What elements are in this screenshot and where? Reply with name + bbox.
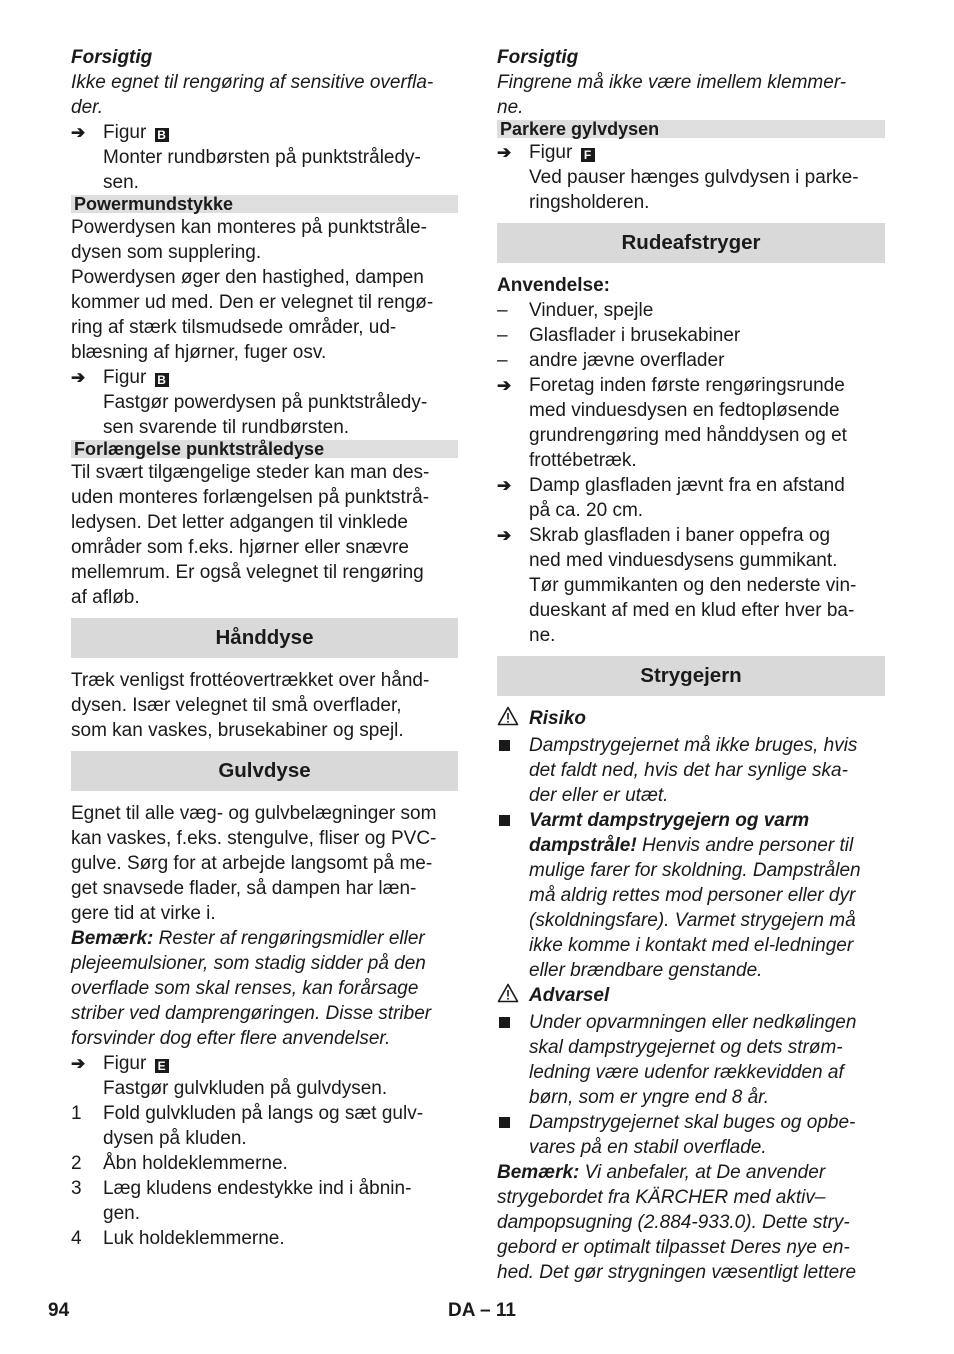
dash-bullet: – [497,350,508,371]
body-line: ledysen. Det letter adgangen til vinklede [71,512,408,533]
figure-label: Figur [103,367,147,388]
step-number: 1 [71,1103,82,1124]
note-line: strygebordet fra KÄRCHER med aktiv– [497,1187,826,1208]
body-line: Powerdysen kan monteres på punktstråle- [71,217,427,238]
caution-line: Fingrene må ikke være imellem klemmer- [497,72,847,93]
body-line: af afløb. [71,587,140,608]
list-item [71,1151,458,1176]
square-bullet-icon [499,740,510,751]
note-text: Rester af rengøringsmidler eller [153,928,425,949]
step-number: 4 [71,1228,82,1249]
body-line: områder som f.eks. hjørner eller snævre [71,537,409,558]
figure-badge: E [155,1059,169,1073]
note-line: hed. Det gør strygningen væsentligt lettere [497,1262,857,1283]
bullet-text: må aldrig rettes mod personer eller dyr [529,885,856,906]
figure-ref [71,365,458,390]
body-line: gulve. Sørg for at arbejde langsomt på me- [71,853,433,874]
instruction-line: Fastgør powerdysen på punktstråledy- [103,392,428,413]
body-line: Egnet til alle væg- og gulvbelægninger som [71,803,437,824]
body-line: blæsning af hjørner, fuger osv. [71,342,327,363]
step-item [497,373,885,473]
body-line: som kan vaskes, brusekabiner og spejl. [71,720,404,741]
subheading-powermundstykke: Powermundstykke [71,195,458,213]
body-line: Træk venligst frottéovertrækket over hånd- [71,670,430,691]
step-text: Foretag inden første rengøringsrunde [529,375,845,396]
step-text: Skrab glasfladen i baner oppefra og [529,525,831,546]
bullet-text: ikke komme i kontakt med el-ledninger [529,935,854,956]
step-number: 3 [71,1178,82,1199]
risk-label: Risiko [529,708,587,729]
warning-triangle-icon [497,706,529,733]
note-line [71,926,458,951]
body-line: dysen. Især velegnet til små overflader, [71,695,402,716]
step-text: Fold gulvkluden på langs og sæt gulv- [103,1103,424,1124]
caution-heading: Forsigtig [497,47,579,68]
body-line: uden monteres forlængelsen på punktstrå- [71,487,430,508]
left-column [71,45,458,1251]
body-line: dysen som supplering. [71,242,262,263]
step-text: Åbn holdeklemmerne. [103,1153,288,1174]
note-line [497,1160,885,1185]
caution-line: der. [71,97,104,118]
body-line: gere tid at virke i. [71,903,216,924]
section-heading-gulvdyse: Gulvdyse [71,751,458,791]
instruction-line: ringsholderen. [529,192,650,213]
subheading-forlaengelse: Forlængelse punktstråledyse [71,440,458,458]
instruction-line: sen. [103,172,139,193]
step-text: Læg kludens endestykke ind i åbnin- [103,1178,412,1199]
list-item [71,1176,458,1226]
step-text: Tør gummikanten og den nederste vin- [529,575,857,596]
warning-triangle-icon [497,983,529,1010]
list-item [497,348,885,373]
step-text: på ca. 20 cm. [529,500,644,521]
bullet-text: Dampstrygejernet må ikke bruges, hvis [529,735,858,756]
instruction-line: Ved pauser hænges gulvdysen i parke- [529,167,859,188]
bullet-text: det faldt ned, hvis det har synlige ska- [529,760,848,781]
arrow-right-icon: ➔ [71,123,86,142]
step-number: 2 [71,1153,82,1174]
bullet-text: børn, som er yngre end 8 år. [529,1087,770,1108]
bullet-text-bold: Varmt dampstrygejern og varm [529,810,810,831]
page-number: 94 [48,1300,70,1321]
note-line: forsvinder dog efter flere anvendelser. [71,1028,391,1049]
warning-heading [497,983,885,1010]
step-text: med vinduesdysen en fedtopløsende [529,400,840,421]
square-bullet-icon [499,1117,510,1128]
note-line: dampopsugning (2.884-933.0). Dette stry- [497,1212,850,1233]
figure-badge: B [155,373,169,387]
list-item [71,1226,458,1251]
step-item [497,473,885,523]
figure-label: Figur [529,142,573,163]
bullet-text: skal dampstrygejernet og dets strøm- [529,1037,843,1058]
arrow-right-icon: ➔ [71,368,86,387]
figure-badge: F [581,148,595,162]
bullet-text-bold: dampstråle! [529,835,637,856]
list-text: Vinduer, spejle [529,300,654,321]
step-text: Damp glasfladen jævnt fra en afstand [529,475,845,496]
figure-label: Figur [103,122,147,143]
caution-heading: Forsigtig [71,47,153,68]
list-item [71,1101,458,1151]
instruction-line: sen svarende til rundbørsten. [103,417,350,438]
right-column [497,45,885,1285]
square-bullet-icon [499,1017,510,1028]
section-heading-strygejern: Strygejern [497,656,885,696]
arrow-right-icon: ➔ [71,1054,86,1073]
warning-label: Advarsel [529,985,610,1006]
body-line: Til svært tilgængelige steder kan man des- [71,462,430,483]
figure-badge: B [155,128,169,142]
note-text: Vi anbefaler, at De anvender [579,1162,826,1183]
bullet-text: mulige farer for skoldning. Dampstrålen [529,860,861,881]
step-text: Luk holdeklemmerne. [103,1228,285,1249]
list-item [497,323,885,348]
section-footer: DA – 11 [448,1300,516,1321]
bullet-text: der eller er utæt. [529,785,669,806]
note-label: Bemærk: [497,1162,580,1183]
note-label: Bemærk: [71,928,154,949]
bullet-text: eller brændbare genstande. [529,960,763,981]
list-text: andre jævne overflader [529,350,725,371]
step-item [497,523,885,648]
figure-ref [497,140,885,165]
note-line: striber ved damprengøringen. Disse striber [71,1003,432,1024]
bullet-item [497,1010,885,1110]
step-text: dueskant af med en klud efter hver ba- [529,600,855,621]
step-text: dysen på kluden. [103,1128,247,1149]
note-line: plejeemulsioner, som stadig sidder på den [71,953,426,974]
body-line: kan vaskes, f.eks. stengulve, fliser og PVC- [71,828,437,849]
subheading-parkere: Parkere gylvdysen [497,120,885,138]
figure-ref [71,120,458,145]
list-text: Glasflader i brusekabiner [529,325,741,346]
figure-ref [71,1051,458,1076]
dash-bullet: – [497,300,508,321]
usage-label: Anvendelse: [497,275,610,296]
arrow-right-icon: ➔ [497,526,512,545]
caution-line: Ikke egnet til rengøring af sensitive overfla- [71,72,434,93]
section-heading-handdyse: Hånddyse [71,618,458,658]
bullet-text: ledning være udenfor rækkevidden af [529,1062,844,1083]
arrow-right-icon: ➔ [497,376,512,395]
bullet-text: Under opvarmningen eller nedkølingen [529,1012,857,1033]
square-bullet-icon [499,815,510,826]
bullet-text: vares på en stabil overflade. [529,1137,767,1158]
bullet-text: (skoldningsfare). Varmet strygejern må [529,910,856,931]
instruction-line: Monter rundbørsten på punktstråledy- [103,147,421,168]
body-line: mellemrum. Er også velegnet til rengøring [71,562,424,583]
body-line: get snavsede flader, så dampen har læn- [71,878,417,899]
body-line: Powerdysen øger den hastighed, dampen [71,267,424,288]
step-text: ned med vinduesdysens gummikant. [529,550,838,571]
step-text: ne. [529,625,556,646]
bullet-item [497,733,885,808]
list-item [497,298,885,323]
body-line: kommer ud med. Den er velegnet til rengø- [71,292,434,313]
note-line: gebord er optimalt tilpasset Deres nye en- [497,1237,850,1258]
instruction-line: Fastgør gulvkluden på gulvdysen. [103,1078,388,1099]
arrow-right-icon: ➔ [497,143,512,162]
caution-line: ne. [497,97,524,118]
step-text: gen. [103,1203,140,1224]
step-text: frottébetræk. [529,450,637,471]
figure-label: Figur [103,1053,147,1074]
bullet-text: Dampstrygejernet skal buges og opbe- [529,1112,856,1133]
step-text: grundrengøring med hånddysen og et [529,425,847,446]
bullet-text: Henvis andre personer til [636,835,854,856]
dash-bullet: – [497,325,508,346]
risk-heading [497,706,885,733]
bullet-item [497,808,885,983]
note-line: overflade som skal renses, kan forårsage [71,978,419,999]
body-line: ring af stærk tilsmudsede områder, ud- [71,317,397,338]
arrow-right-icon: ➔ [497,476,512,495]
section-heading-rudeafstryger: Rudeafstryger [497,223,885,263]
bullet-item [497,1110,885,1160]
